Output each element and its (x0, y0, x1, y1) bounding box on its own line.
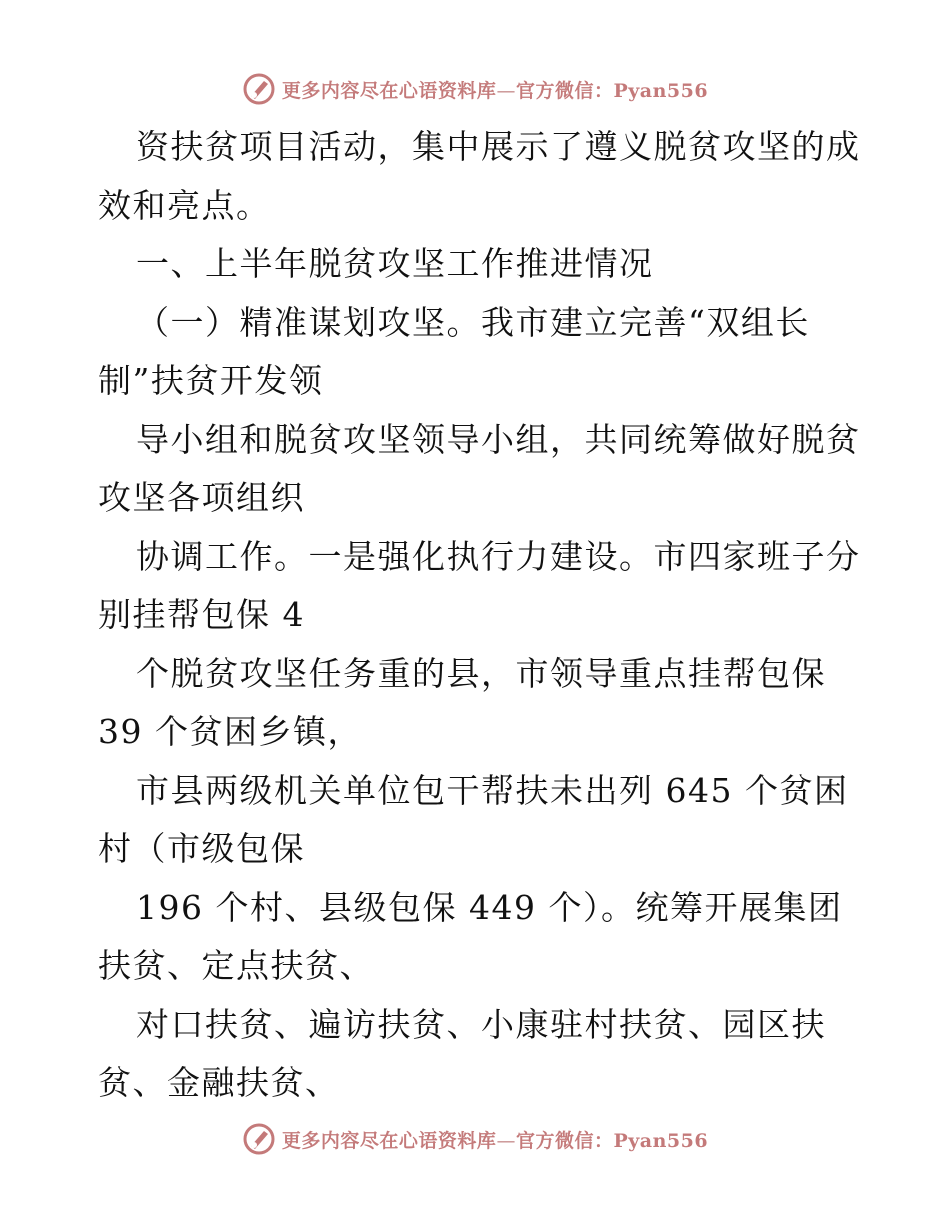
watermark-contact: 官方微信：Pyan556 (515, 1129, 709, 1152)
text-line: 市县两级机关单位包干帮扶未出列 645 个贫困 (136, 770, 849, 810)
text-line: 协调工作。一是强化执行力建设。市四家班子分 (136, 536, 861, 576)
text-line: （一）精准谋划攻坚。我市建立完善“双组长 (136, 302, 810, 342)
text-line: 别挂帮包保 4 (98, 595, 305, 634)
watermark-separator: — (496, 1129, 516, 1152)
text-line: 贫、金融扶贫、 (98, 1063, 340, 1102)
text-line: 196 个村、县级包保 449 个）。统筹开展集团 (136, 887, 843, 927)
watermark-text (282, 76, 708, 103)
text-line: 导小组和脱贫攻坚领导小组，共同统筹做好脱贫 (136, 419, 861, 459)
document-body (98, 118, 861, 1113)
pen-seal-icon (242, 72, 276, 106)
text-line: 资扶贫项目活动，集中展示了遵义脱贫攻坚的成 (136, 127, 861, 166)
text-line: 制”扶贫开发领 (98, 361, 324, 400)
text-line: 扶贫、定点扶贫、 (98, 946, 374, 985)
watermark-contact: 官方微信：Pyan556 (515, 79, 709, 102)
watermark-brand: 更多内容尽在心语资料库 (281, 79, 497, 102)
text-line: 对口扶贫、遍访扶贫、小康驻村扶贫、园区扶 (136, 1004, 826, 1044)
text-line: 一、上半年脱贫攻坚工作推进情况 (136, 244, 654, 283)
text-line: 攻坚各项组织 (98, 478, 305, 517)
header-watermark (0, 72, 950, 106)
watermark-separator: — (496, 79, 516, 102)
text-line: 村（市级包保 (98, 829, 305, 868)
text-line: 个脱贫攻坚任务重的县，市领导重点挂帮包保 (136, 653, 826, 693)
text-line: 39 个贫困乡镇， (98, 712, 362, 751)
text-line: 效和亮点。 (98, 185, 271, 225)
watermark-brand: 更多内容尽在心语资料库 (281, 1129, 497, 1152)
watermark-text (282, 1126, 708, 1153)
footer-watermark (0, 1122, 950, 1156)
pen-seal-icon (242, 1122, 276, 1156)
